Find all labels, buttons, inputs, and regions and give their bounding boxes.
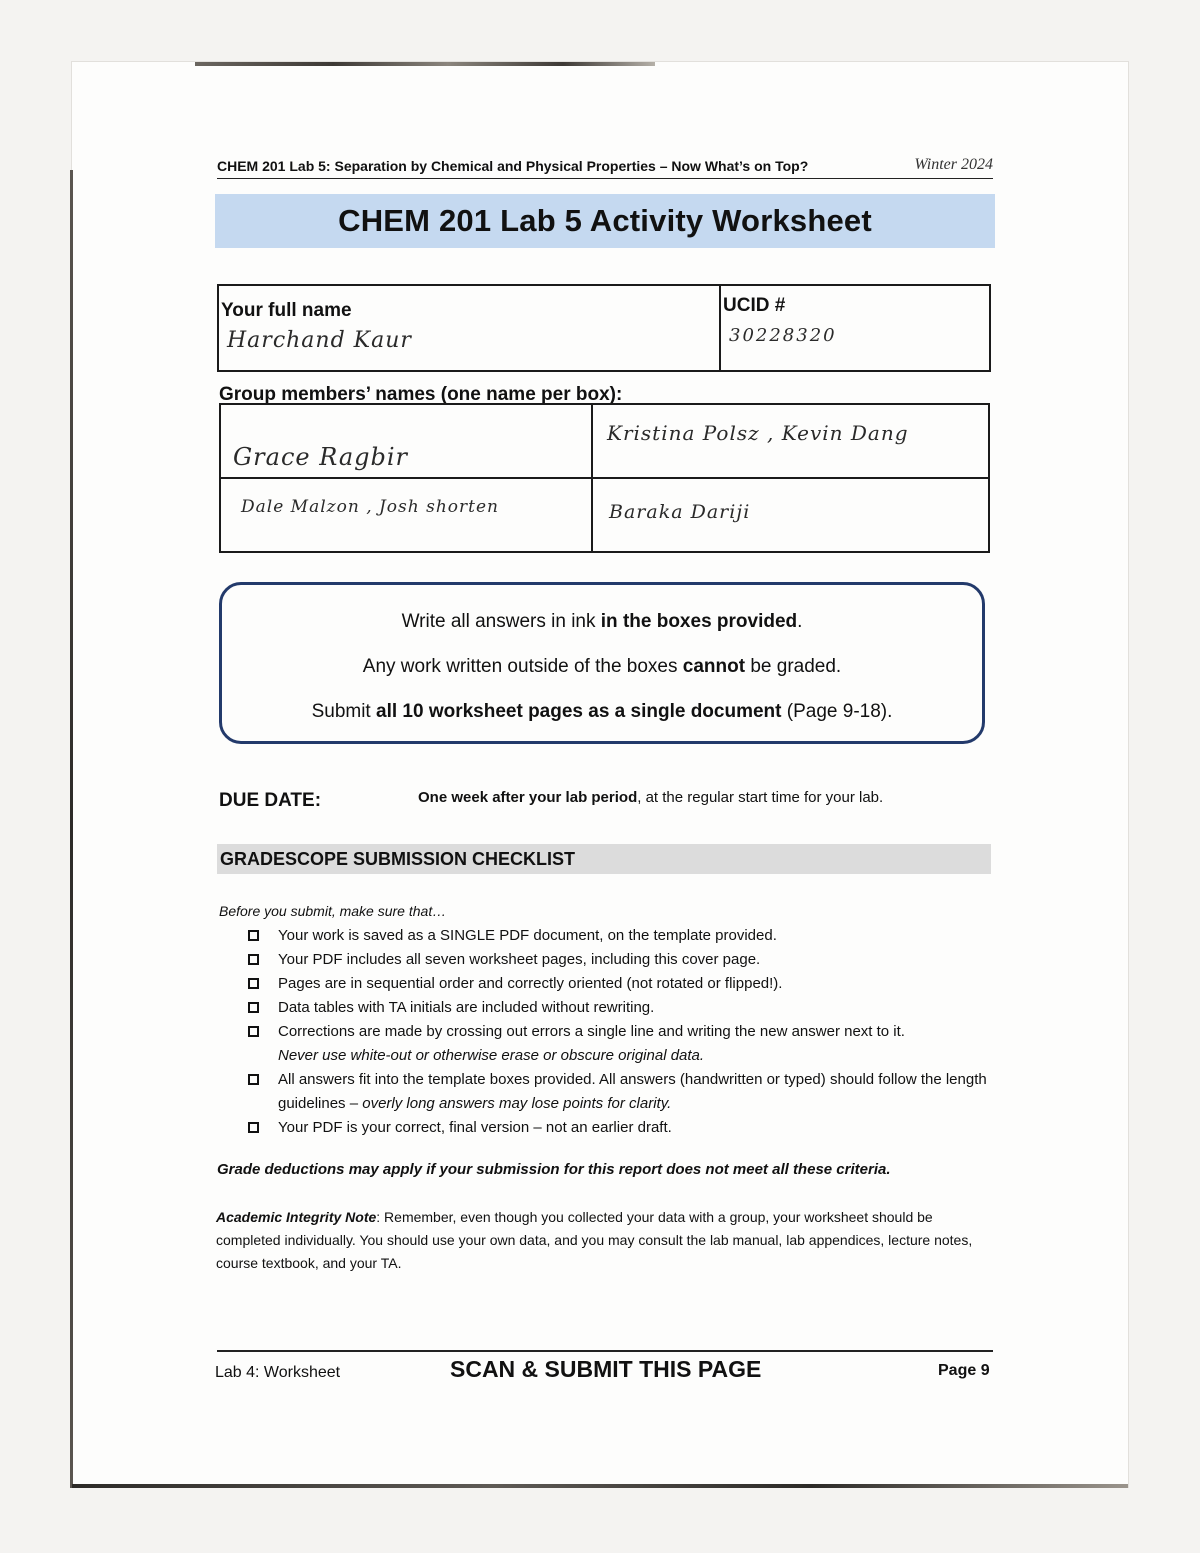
checkbox-icon[interactable] — [248, 930, 259, 941]
member-cell[interactable] — [592, 478, 989, 552]
name-label: Your full name — [221, 300, 352, 321]
footer-left: Lab 4: Worksheet — [215, 1364, 341, 1381]
member-name: Dale Malzon , Josh shorten — [241, 497, 499, 517]
name-cell[interactable] — [218, 285, 720, 371]
checklist-item[interactable]: Corrections are made by crossing out errors a single line and writing the new answer next to it. Never use white-out or otherwise erase or obscure original data. — [248, 1020, 988, 1068]
checklist-item[interactable]: Your work is saved as a SINGLE PDF document, on the template provided. — [248, 924, 988, 948]
paper-edge-top — [195, 62, 655, 66]
course-line: CHEM 201 Lab 5: Separation by Chemical and Physical Properties – Now What’s on Top? — [217, 158, 809, 174]
checkbox-icon[interactable] — [248, 1122, 259, 1133]
ucid-label: UCID # — [723, 295, 786, 316]
checklist-item[interactable]: Your PDF includes all seven worksheet pages, including this cover page. — [248, 948, 988, 972]
paper-edge-left — [70, 170, 73, 1488]
checklist-heading: GRADESCOPE SUBMISSION CHECKLIST — [220, 848, 576, 869]
footer-divider — [217, 1350, 993, 1352]
member-name: Grace Ragbir — [233, 443, 409, 471]
member-cell[interactable] — [592, 404, 989, 478]
notice-line-1: Write all answers in ink in the boxes provided. — [401, 611, 803, 632]
footer-center: SCAN & SUBMIT THIS PAGE — [450, 1356, 762, 1382]
checklist-item[interactable]: All answers fit into the template boxes provided. All answers (handwritten or typed) should follow the length guidelines – overly long answers may lose points for clarity. — [248, 1068, 988, 1116]
due-date-label: DUE DATE: — [219, 790, 322, 811]
due-date-text: One week after your lab period, at the regular start time for your lab. — [418, 789, 884, 806]
title-band — [215, 194, 995, 248]
member-cell[interactable] — [220, 478, 592, 552]
grade-deduction-note: Grade deductions may apply if your submission for this report does not meet all these criteria. — [217, 1161, 891, 1178]
checklist-item[interactable]: Your PDF is your correct, final version – not an earlier draft. — [248, 1116, 988, 1140]
page-number: Page 9 — [938, 1362, 990, 1379]
name-value: Harchand Kaur — [227, 328, 412, 353]
checklist — [248, 924, 988, 1140]
member-name: Kristina Polsz , Kevin Dang — [607, 421, 909, 445]
group-members-table — [219, 403, 990, 553]
ucid-cell[interactable] — [720, 285, 990, 371]
checkbox-icon[interactable] — [248, 1002, 259, 1013]
member-cell[interactable] — [220, 404, 592, 478]
paper-edge-bottom — [72, 1484, 1128, 1488]
page-title: CHEM 201 Lab 5 Activity Worksheet — [338, 203, 872, 238]
academic-integrity-note: Academic Integrity Note: Remember, even though you collected your data with a group, your worksheet should be completed individually. You should use your own data, and you may consult the lab manual, lab appendices, lecture notes, course textbook, and your TA. — [216, 1209, 973, 1271]
checkbox-icon[interactable] — [248, 1074, 259, 1085]
checklist-item[interactable]: Data tables with TA initials are included without rewriting. — [248, 996, 988, 1020]
student-info-table — [217, 284, 991, 372]
page-header — [217, 156, 993, 179]
instructions-box — [219, 582, 985, 744]
notice-line-2: Any work written outside of the boxes cannot be graded. — [362, 656, 842, 677]
checklist-item[interactable]: Pages are in sequential order and correctly oriented (not rotated or flipped!). — [248, 972, 988, 996]
group-label: Group members’ names (one name per box): — [219, 384, 623, 405]
notice-line-3: Submit all 10 worksheet pages as a single document (Page 9-18). — [311, 701, 893, 722]
term-label: Winter 2024 — [914, 156, 993, 173]
ucid-value: 30228320 — [729, 325, 837, 346]
checkbox-icon[interactable] — [248, 954, 259, 965]
member-name: Baraka Dariji — [609, 501, 751, 523]
checklist-intro: Before you submit, make sure that… — [219, 903, 447, 919]
checkbox-icon[interactable] — [248, 1026, 259, 1037]
checklist-heading-band — [217, 844, 991, 874]
checkbox-icon[interactable] — [248, 978, 259, 989]
